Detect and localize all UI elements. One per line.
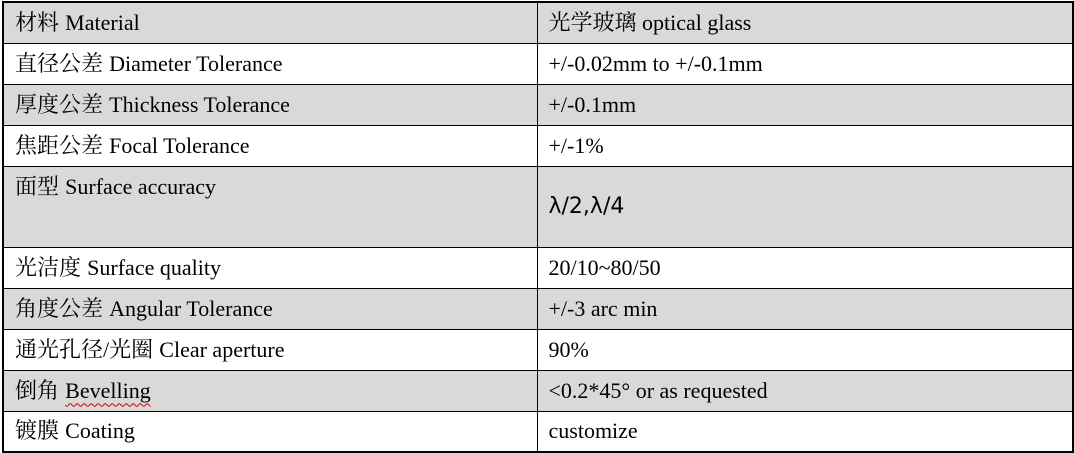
table-row-thickness-tolerance xyxy=(3,84,1073,125)
label-en: Coating xyxy=(65,418,135,444)
spec-value-cell: 20/10~80/50 xyxy=(537,247,1073,288)
table-row-angular-tolerance xyxy=(3,288,1073,329)
label-zh: 材料 xyxy=(15,9,60,35)
table-row-surface-accuracy xyxy=(3,166,1073,247)
spec-value-cell: +/-0.1mm xyxy=(537,84,1073,125)
spec-value-cell: 90% xyxy=(537,329,1073,370)
spec-label-cell xyxy=(3,370,537,411)
label-zh: 厚度公差 xyxy=(15,91,104,117)
spec-label-cell xyxy=(3,247,537,288)
label-en: Surface accuracy xyxy=(65,173,217,199)
table-row-diameter-tolerance xyxy=(3,43,1073,84)
label-zh: 通光孔径/光圈 xyxy=(15,336,154,362)
spec-value-cell: customize xyxy=(537,411,1073,452)
label-zh: 面型 xyxy=(15,173,60,199)
label-en: Clear aperture xyxy=(159,336,285,362)
spec-value-cell: <0.2*45° or as requested xyxy=(537,370,1073,411)
label-zh: 镀膜 xyxy=(15,418,60,444)
label-en: Material xyxy=(65,9,140,35)
label-en: Diameter Tolerance xyxy=(109,50,283,76)
label-zh: 角度公差 xyxy=(15,295,104,321)
label-en: Thickness Tolerance xyxy=(109,91,290,117)
spec-label-cell xyxy=(3,411,537,452)
label-en: Angular Tolerance xyxy=(109,295,273,321)
table-row-bevelling xyxy=(3,370,1073,411)
spec-value-cell: +/-1% xyxy=(537,125,1073,166)
spec-value-cell: +/-3 arc min xyxy=(537,288,1073,329)
table-row-material xyxy=(3,2,1073,43)
table-row-focal-tolerance xyxy=(3,125,1073,166)
spec-label-cell xyxy=(3,43,537,84)
spec-label-cell xyxy=(3,329,537,370)
spec-value-cell: +/-0.02mm to +/-0.1mm xyxy=(537,43,1073,84)
table-row-clear-aperture xyxy=(3,329,1073,370)
label-en-spellcheck: Bevelling xyxy=(65,377,151,403)
spec-label-cell xyxy=(3,166,537,247)
spec-value-cell: λ/2,λ/4 xyxy=(537,166,1073,247)
label-zh: 光洁度 xyxy=(15,254,82,280)
spec-value-cell: 光学玻璃 optical glass xyxy=(537,2,1073,43)
spec-label-cell xyxy=(3,288,537,329)
table-row-surface-quality xyxy=(3,247,1073,288)
spec-label-cell xyxy=(3,125,537,166)
spec-table xyxy=(2,1,1074,453)
label-zh: 焦距公差 xyxy=(15,132,104,158)
label-en: Surface quality xyxy=(87,254,221,280)
spec-label-cell xyxy=(3,84,537,125)
label-zh: 直径公差 xyxy=(15,50,104,76)
label-en: Focal Tolerance xyxy=(109,132,250,158)
table-row-coating xyxy=(3,411,1073,452)
spec-label-cell xyxy=(3,2,537,43)
label-zh: 倒角 xyxy=(15,377,60,403)
